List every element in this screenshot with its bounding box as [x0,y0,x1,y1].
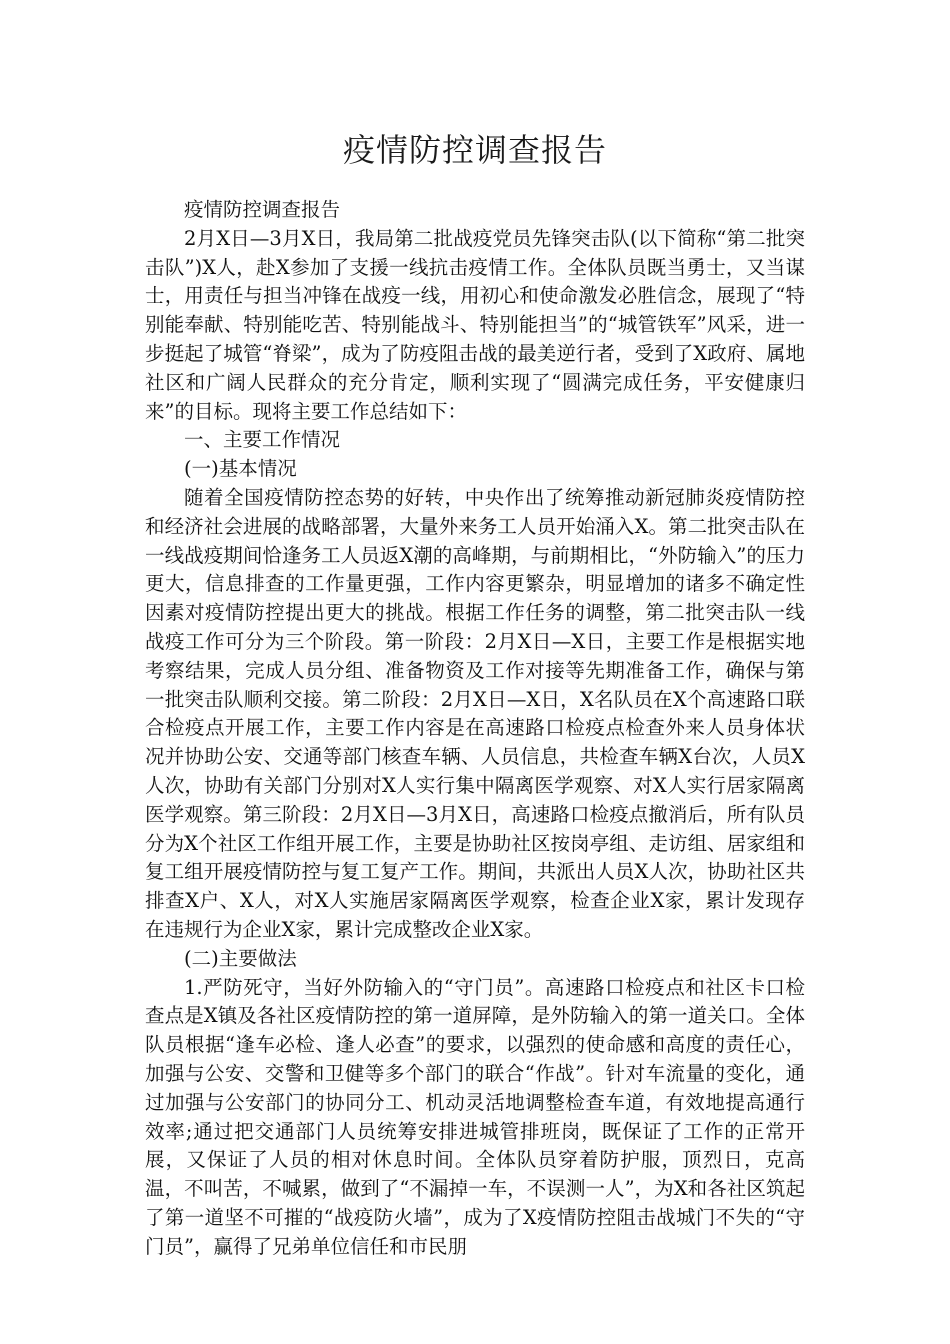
section-heading-main-work: 一、主要工作情况 [184,428,341,452]
subsection-heading-basic-situation: (一)基本情况 [184,457,297,481]
paragraph-practice-1: 1.严防死守，当好外防输入的“守门员”。高速路口检疫点和社区卡口检查点是X镇及各社区疫情防控的第一道屏障，是外防输入的第一道关口。全体队员根据“逢车必检、逢人必查”的要求，以强烈的使命感和高度的责任心，加强与公安、交警和卫健等多个部门的联合“作战”。针对车流量的变化，通过加强与公安部门的协同分工、机动灵活地调整检查车道，有效地提高通行效率;通过把交通部门人员统筹安排进城管排班岗，既保证了工作的正常开展，又保证了人员的相对休息时间。全体队员穿着防护服，顶烈日，克高温，不叫苦，不喊累，做到了“不漏掉一车，不误测一人”，为X和各社区筑起了第一道坚不可摧的“战疫防火墙”，成为了X疫情防控阻击战城门不失的“守门员”，赢得了兄弟单位信任和市民朋 [145,975,805,1258]
document-body [145,196,805,1261]
subsection-heading-main-practices: (二)主要做法 [184,946,297,970]
document-title: 疫情防控调查报告 [342,131,607,169]
paragraph-subtitle: 疫情防控调查报告 [184,198,341,221]
paragraph-intro: 2月X日—3月X日，我局第二批战疫党员先锋突击队(以下简称“第二批突击队”)X人，赴X参加了支援一线抗击疫情工作。全体队员既当勇士，又当谋士，用责任与担当冲锋在战疫一线，用初心和使命激发必胜信念，展现了“特别能奉献、特别能吃苦、特别能战斗、特别能担当”的“城管铁军”风采，进一步挺起了城管“脊梁”，成为了防疫阻击战的最美逆行者，受到了X政府、属地社区和广阔人民群众的充分肯定，顺利实现了“圆满完成任务，平安健康归来”的目标。现将主要工作总结如下： [145,226,805,423]
paragraph-basic-situation: 随着全国疫情防控态势的好转，中央作出了统筹推动新冠肺炎疫情防控和经济社会进展的战略部署，大量外来务工人员开始涌入X。第二批突击队在一线战疫期间恰逢务工人员返X潮的高峰期，与前期相比，“外防输入”的压力更大，信息排查的工作量更强，工作内容更繁杂，明显增加的诸多不确定性因素对疫情防控提出更大的挑战。根据工作任务的调整，第二批突击队一线战疫工作可分为三个阶段。第一阶段：2月X日—X日，主要工作是根据实地考察结果，完成人员分组、准备物资及工作对接等先期准备工作，确保与第一批突击队顺利交接。第二阶段：2月X日—X日，X名队员在X个高速路口联合检疫点开展工作，主要工作内容是在高速路口检疫点检查外来人员身体状况并协助公安、交通等部门核查车辆、人员信息，共检查车辆X台次，人员X人次，协助有关部门分别对X人实行集中隔离医学观察、对X人实行居家隔离医学观察。第三阶段：2月X日—3月X日，高速路口检疫点撤消后，所有队员分为X个社区工作组开展工作，主要是协助社区按岗亭组、走访组、居家组和复工组开展疫情防控与复工复产工作。期间，共派出人员X人次，协助社区共排查X户、X人，对X人实施居家隔离医学观察，检查企业X家，累计发现存在违规行为企业X家，累计完成整改企业X家。 [145,485,805,941]
